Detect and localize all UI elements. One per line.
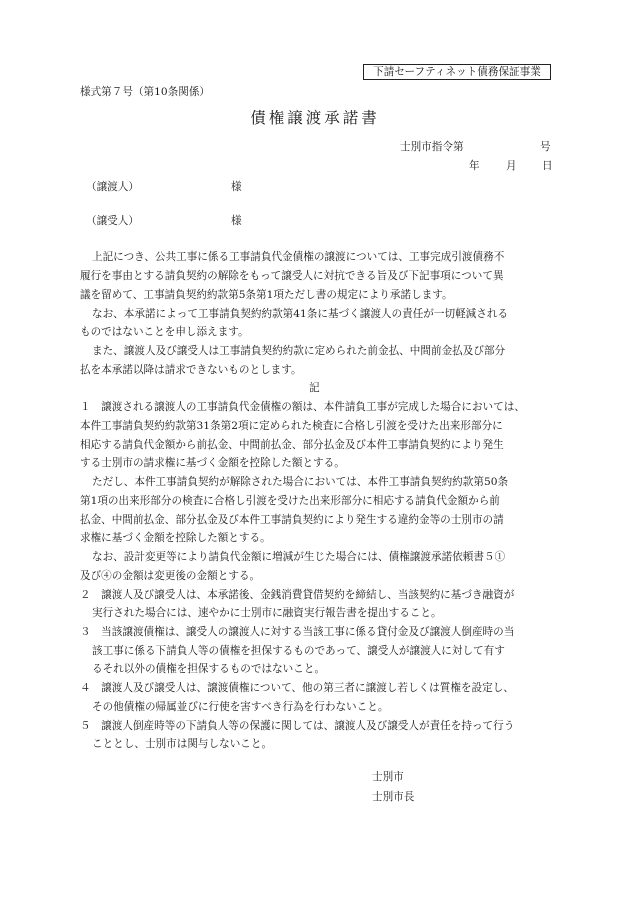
assignee-label: （譲受人）	[86, 215, 139, 227]
signer-mayor: 士別市長	[372, 791, 415, 803]
body-line: 上記につき、公共工事に係る工事請負代金債権の譲渡については、工事完成引渡債務不	[92, 251, 505, 263]
body-line: その他債権の帰属並びに行使を害すべき行為を行わないこと。	[92, 701, 389, 713]
body-line: ２ 譲渡人及び譲受人は、本承諾後、金銭消費貸借契約を締結し、当該契約に基づき融資が	[80, 589, 515, 601]
body-line: 払金、中間前払金、部分払金及び本件工事請負契約により発生する違約金等の士別市の請	[80, 514, 504, 526]
assignor-honorific: 様	[231, 181, 242, 193]
body-line: 払を本承諾以降は請求できないものとします。	[80, 364, 302, 376]
body-line: 第1項の出来形部分の検査に合格し引渡を受けた出来形部分に相応する請負代金額から前	[80, 495, 500, 507]
body-line: ４ 譲渡人及び譲受人は、譲渡債権について、他の第三者に譲渡し若しくは質権を設定し、	[80, 682, 514, 694]
body-line: なお、本承諾によって工事請負契約約款第41条に基づく譲渡人の責任が一切軽減される	[92, 308, 509, 320]
body-line: また、譲渡人及び譲受人は工事請負契約約款に定められた前金払、中間前金払及び部分	[92, 345, 506, 357]
form-number: 様式第７号（第10条関係）	[80, 86, 211, 98]
body-line: する士別市の請求権に基づく金額を控除した額とする。	[80, 457, 345, 469]
directive-number-label: 士別市指令第	[400, 141, 464, 153]
body-line: ものではないことを申し添えます。	[80, 326, 249, 338]
document-title: 債権譲渡承諾書	[250, 109, 380, 127]
body-line: ５ 譲渡人倒産時等の下請負人等の保護に関しては、譲渡人及び譲受人が責任を持って行う	[80, 720, 515, 732]
body-line: 該工事に係る下請負人等の債権を担保するものであって、譲受人が譲渡人に対して有す	[92, 645, 505, 657]
assignee-honorific: 様	[231, 215, 242, 227]
body-line: 議を留めて、工事請負契約約款第5条第1項ただし書の規定により承諾します。	[80, 289, 453, 301]
body-line: 及び④の金額は変更後の金額とする。	[80, 570, 261, 582]
body-line: ３ 当該譲渡債権は、譲受人の譲渡人に対する当該工事に係る貸付金及び譲渡人倒産時の当	[80, 626, 515, 638]
date-month-label: 月	[506, 160, 517, 172]
body-line: 実行された場合には、速やかに士別市に融資実行報告書を提出すること。	[92, 607, 442, 619]
body-line: なお、設計変更等により請負代金額に増減が生じた場合には、債権譲渡承諾依頼書５①	[92, 551, 506, 563]
body-line: 履行を事由とする請負契約の解除をもって譲受人に対抗できる旨及び下記事項について異	[80, 270, 504, 282]
date-day-label: 日	[542, 160, 553, 172]
signer-city: 士別市	[372, 771, 404, 783]
directive-number-suffix: 号	[540, 141, 551, 153]
program-name-box: 下請セーフティネット債務保証事業	[363, 64, 551, 80]
body-line: 求権に基づく金額を控除した額とする。	[80, 532, 271, 544]
body-line: るそれ以外の債権を担保するものではないこと。	[92, 663, 326, 675]
body-line: １ 譲渡される譲渡人の工事請負代金債権の額は、本件請負工事が完成した場合においては、	[80, 401, 525, 413]
body-line: 相応する請負代金額から前払金、中間前払金、部分払金及び本件工事請負契約により発生	[80, 439, 504, 451]
section-heading-ki: 記	[309, 382, 320, 394]
body-line: ただし、本件工事請負契約が解除された場合においては、本件工事請負契約約款第50条	[92, 476, 509, 488]
body-line: こととし、士別市は関与しないこと。	[92, 738, 273, 750]
date-year-label: 年	[469, 160, 480, 172]
body-line: 本件工事請負契約約款第31条第2項に定められた検査に合格し引渡を受けた出来形部分に	[80, 420, 503, 432]
assignor-label: （譲渡人）	[86, 181, 139, 193]
